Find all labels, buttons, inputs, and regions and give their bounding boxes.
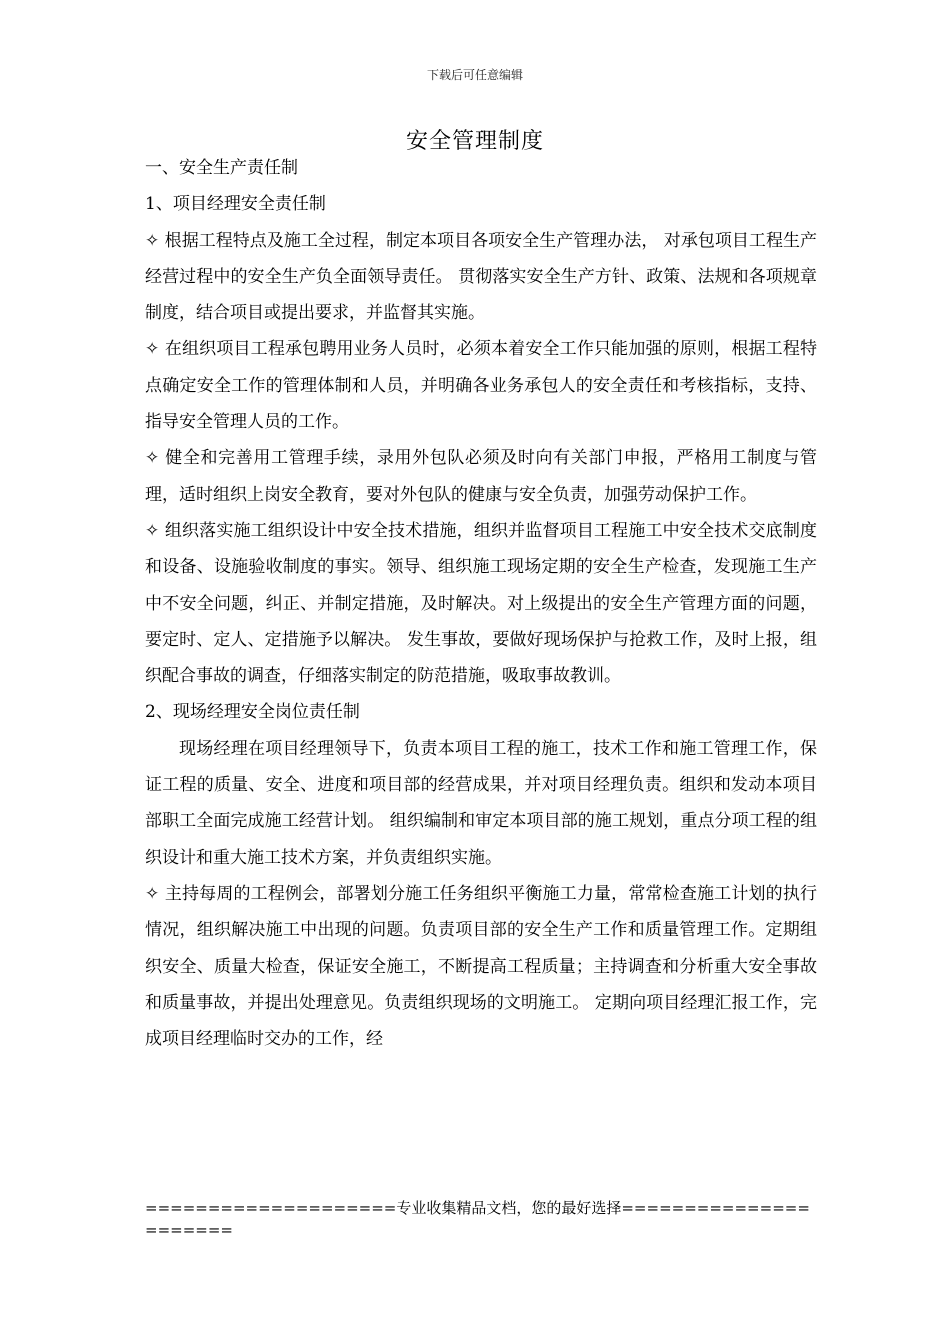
document-body — [145, 150, 817, 1057]
subsection-heading: 2、现场经理安全岗位责任制 — [145, 702, 360, 723]
bullet-paragraph: ✧ 组织落实施工组织设计中安全技术措施，组织并监督项目工程施工中安全技术交底制度和设备、设施验收制度的事实。领导、组织施工现场定期的安全生产检查，发现施工生产中不安全问题，纠正、并制定措施，及时解决。对上级提出的安全生产管理方面的问题，要定时、定人、定措施予以解决。 发生事故，要做好现场保护与抢救工作，及时上报，组织配合事故的调查，仔细落实制定的防范措施，吸取事故教训。 — [145, 520, 817, 687]
bullet-paragraph: ✧ 在组织项目工程承包聘用业务人员时，必须本着安全工作只能加强的原则，根据工程特点确定安全工作的管理体制和人员，并明确各业务承包人的安全责任和考核指标，支持、指导安全管理人员的工作。 — [145, 339, 817, 433]
document-title: 安全管理制度 — [405, 129, 544, 154]
bullet-paragraph: ✧ 主持每周的工程例会，部署划分施工任务组织平衡施工力量，常常检查施工计划的执行情况，组织解决施工中出现的问题。负责项目部的安全生产工作和质量管理工作。定期组织安全、质量大检查，保证安全施工，不断提高工程质量；主持调查和分析重大安全事故和质量事故，并提出处理意见。负责组织现场的文明施工。 定期向项目经理汇报工作，完成项目经理临时交办的工作，经 — [145, 883, 817, 1050]
bullet-paragraph: ✧ 根据工程特点及施工全过程，制定本项目各项安全生产管理办法， 对承包项目工程生产经营过程中的安全生产负全面领导责任。 贯彻落实安全生产方针、政策、法规和各项规章制度，结合项目或提出要求，并监督其实施。 — [145, 230, 817, 324]
header-note: 下载后可任意编辑 — [426, 68, 523, 82]
bullet-paragraph: ✧ 健全和完善用工管理手续，录用外包队必须及时向有关部门申报，严格用工制度与管理，适时组织上岗安全教育，要对外包队的健康与安全负责，加强劳动保护工作。 — [145, 448, 817, 505]
body-paragraph: 现场经理在项目经理领导下，负责本项目工程的施工，技术工作和施工管理工作，保证工程的质量、安全、进度和项目部的经营成果，并对项目经理负责。组织和发动本项目部职工全面完成施工经营计划。 组织编制和审定本项目部的施工规划，重点分项工程的组织设计和重大施工技术方案，并负责组织实施。 — [145, 738, 817, 868]
footer-banner: ====================专业收集精品文档，您的最好选择====================== — [145, 1199, 810, 1239]
subsection-heading: 1、项目经理安全责任制 — [145, 194, 326, 215]
section-heading: 一、安全生产责任制 — [145, 158, 298, 178]
